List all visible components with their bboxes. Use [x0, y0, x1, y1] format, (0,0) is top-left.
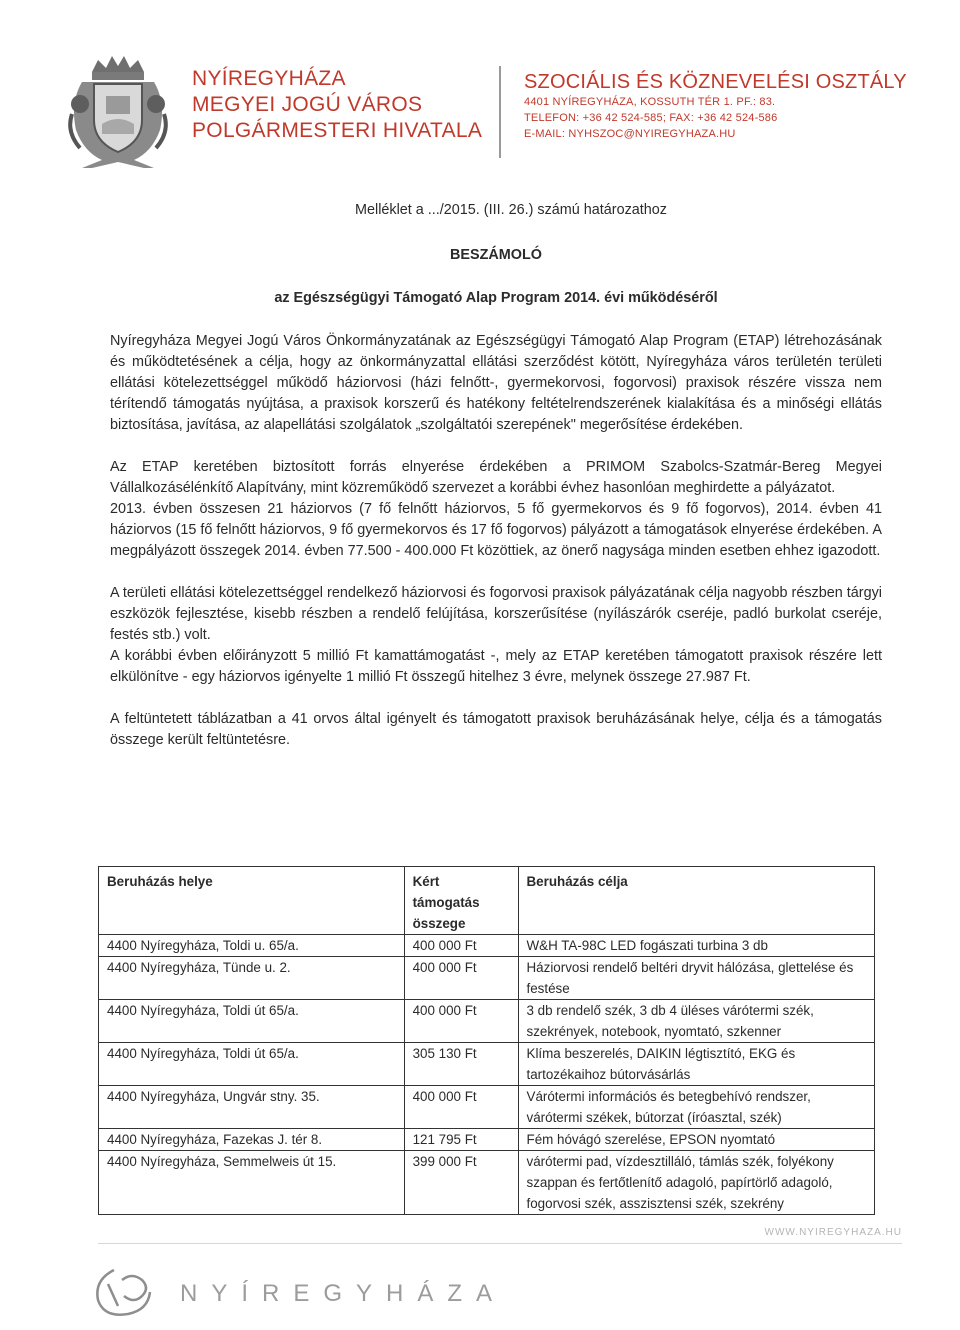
cell-amount: 121 795 Ft [404, 1129, 518, 1151]
document-title: BESZÁMOLÓ [450, 247, 542, 263]
table-row [99, 1086, 875, 1129]
investment-table [98, 866, 875, 1215]
table-row [99, 935, 875, 957]
paragraph-interest-subsidy: A korábbi évben előirányzott 5 millió Ft kamattámogatást -, mely az ETAP keretében támogatott praxisok részére lett elkülönítve - egy háziorvos igényelte 1 millió Ft összegű hitelhez 3 évre, melynek összege 27.987 Ft. [110, 648, 882, 685]
cell-location: 4400 Nyíregyháza, Tünde u. 2. [99, 957, 405, 1000]
nyiregyhaza-logo-icon [88, 1262, 168, 1322]
table-header-row [99, 867, 875, 935]
coat-of-arms-icon [62, 52, 174, 172]
footer-divider [98, 1243, 902, 1244]
cell-amount: 400 000 Ft [404, 1086, 518, 1129]
document-subtitle: az Egészségügyi Támogató Alap Program 2014. évi működéséről [274, 290, 718, 306]
cell-purpose: Háziorvosi rendelő beltéri dryvit hálózása, glettelése és festése [518, 957, 874, 1000]
cell-purpose: Klíma beszerelés, DAIKIN légtisztító, EKG és tartozékaihoz bútorvásárlás [518, 1043, 874, 1086]
department-email: E-MAIL: NYHSZOC@NYIREGYHAZA.HU [524, 128, 736, 140]
office-name [192, 66, 482, 144]
paragraph-purpose: Nyíregyháza Megyei Jogú Város Önkormányzatának az Egészségügyi Támogató Alap Program (ETAP) létrehozásának és működtetésének a célja, hogy az önkormányzattal ellátási szerződést kötött, Nyíregyháza város területén területi ellátási kötelezettséggel működő háziorvosi (házi felnőtt-, gyermekorvosi, fogorvosi) praxisok részére vissza nem térítendő támogatás nyújtása, a praxisok korszerű és hatékony feltételrendszerének kialakítása és a minőségi ellátás biztosítása, javítása, az alapellátási szolgálatok „szolgáltatói szerepének" megerősítése érdekében. [110, 333, 882, 433]
paragraph-statistics: 2013. évben összesen 21 háziorvos (7 fő felnőtt háziorvos, 5 fő gyermekorvos és 9 fő fogorvos), 2014. évben 41 háziorvos (15 fő felnőtt háziorvos, 9 fő gyermekorvos és 17 fő fogorvos) pályázott a támogatások elnyerése érdekében. A megpályázott összegek 2014. évben 77.500 - 400.000 Ft közöttiek, az önerő nagysága minden esetben ehhez igazodott. [110, 501, 882, 559]
paragraph-table-intro: A feltüntetett táblázatban a 41 orvos által igényelt és támogatott praxisok beruházásának helye, célja és a támogatás összege került feltüntetésre. [110, 711, 882, 748]
cell-amount: 399 000 Ft [404, 1151, 518, 1215]
department-phone: TELEFON: +36 42 524-585; FAX: +36 42 524-586 [524, 112, 778, 124]
office-name-line1: NYÍREGYHÁZA [192, 67, 346, 90]
table-row [99, 1043, 875, 1086]
cell-location: 4400 Nyíregyháza, Toldi út 65/a. [99, 1043, 405, 1086]
cell-purpose: 3 db rendelő szék, 3 db 4 üléses várótermi szék, szekrények, notebook, nyomtató, szkenner [518, 1000, 874, 1043]
document-body [110, 200, 882, 772]
cell-location: 4400 Nyíregyháza, Toldi út 65/a. [99, 1000, 405, 1043]
cell-purpose: Várótermi információs és betegbehívó rendszer, várótermi székek, bútorzat (íróasztal, szék) [518, 1086, 874, 1129]
department-title: SZOCIÁLIS ÉS KÖZNEVELÉSI OSZTÁLY [524, 71, 907, 93]
footer-brand-text: NYÍREGYHÁZA [180, 1280, 507, 1307]
cell-purpose: Fém hóvágó szerelése, EPSON nyomtató [518, 1129, 874, 1151]
table-row [99, 1129, 875, 1151]
cell-location: 4400 Nyíregyháza, Toldi u. 65/a. [99, 935, 405, 957]
footer-website: WWW.NYIREGYHAZA.HU [764, 1227, 902, 1238]
table-row [99, 1151, 875, 1215]
header-purpose: Beruházás célja [518, 867, 874, 935]
cell-location: 4400 Nyíregyháza, Ungvár stny. 35. [99, 1086, 405, 1129]
cell-purpose: W&H TA-98C LED fogászati turbina 3 db [518, 935, 874, 957]
annex-reference: Melléklet a .../2015. (III. 26.) számú határozathoz [355, 202, 667, 218]
header-location: Beruházás helye [99, 867, 405, 935]
department-address: 4401 NYÍREGYHÁZA, KOSSUTH TÉR 1. PF.: 83. [524, 96, 776, 108]
cell-amount: 400 000 Ft [404, 957, 518, 1000]
cell-location: 4400 Nyíregyháza, Fazekas J. tér 8. [99, 1129, 405, 1151]
letterhead [0, 0, 960, 170]
table-row [99, 1000, 875, 1043]
cell-amount: 400 000 Ft [404, 935, 518, 957]
letterhead-divider [499, 66, 501, 158]
department-block [524, 70, 907, 142]
cell-location: 4400 Nyíregyháza, Semmelweis út 15. [99, 1151, 405, 1215]
paragraph-tender: Az ETAP keretében biztosított forrás elnyerése érdekében a PRIMOM Szabolcs-Szatmár-Bereg Megyei Vállalkozásélénkítő Alapítvány, mint közreműködő szervezet a korábbi évhez hasonlóan meghirdette a pályázatot. [110, 459, 882, 496]
office-name-line2: MEGYEI JOGÚ VÁROS [192, 93, 423, 116]
cell-amount: 305 130 Ft [404, 1043, 518, 1086]
header-amount: Kért támogatás összege [404, 867, 518, 935]
office-name-line3: POLGÁRMESTERI HIVATALA [192, 119, 483, 142]
cell-purpose: várótermi pad, vízdesztilláló, támlás szék, folyékony szappan és fertőtlenítő adagoló, papírtörlő adagoló, fogorvosi szék, asszisztensi szék, szekrény [518, 1151, 874, 1215]
table-row [99, 957, 875, 1000]
cell-amount: 400 000 Ft [404, 1000, 518, 1043]
paragraph-goals: A területi ellátási kötelezettséggel rendelkező háziorvosi és fogorvosi praxisok pályázatának célja nagyobb részben tárgyi eszközök fejlesztése, kisebb részben a rendelő felújítása, korszerűsítése (nyílászárók cseréje, padló burkolat cseréje, festés stb.) volt. [110, 585, 882, 643]
